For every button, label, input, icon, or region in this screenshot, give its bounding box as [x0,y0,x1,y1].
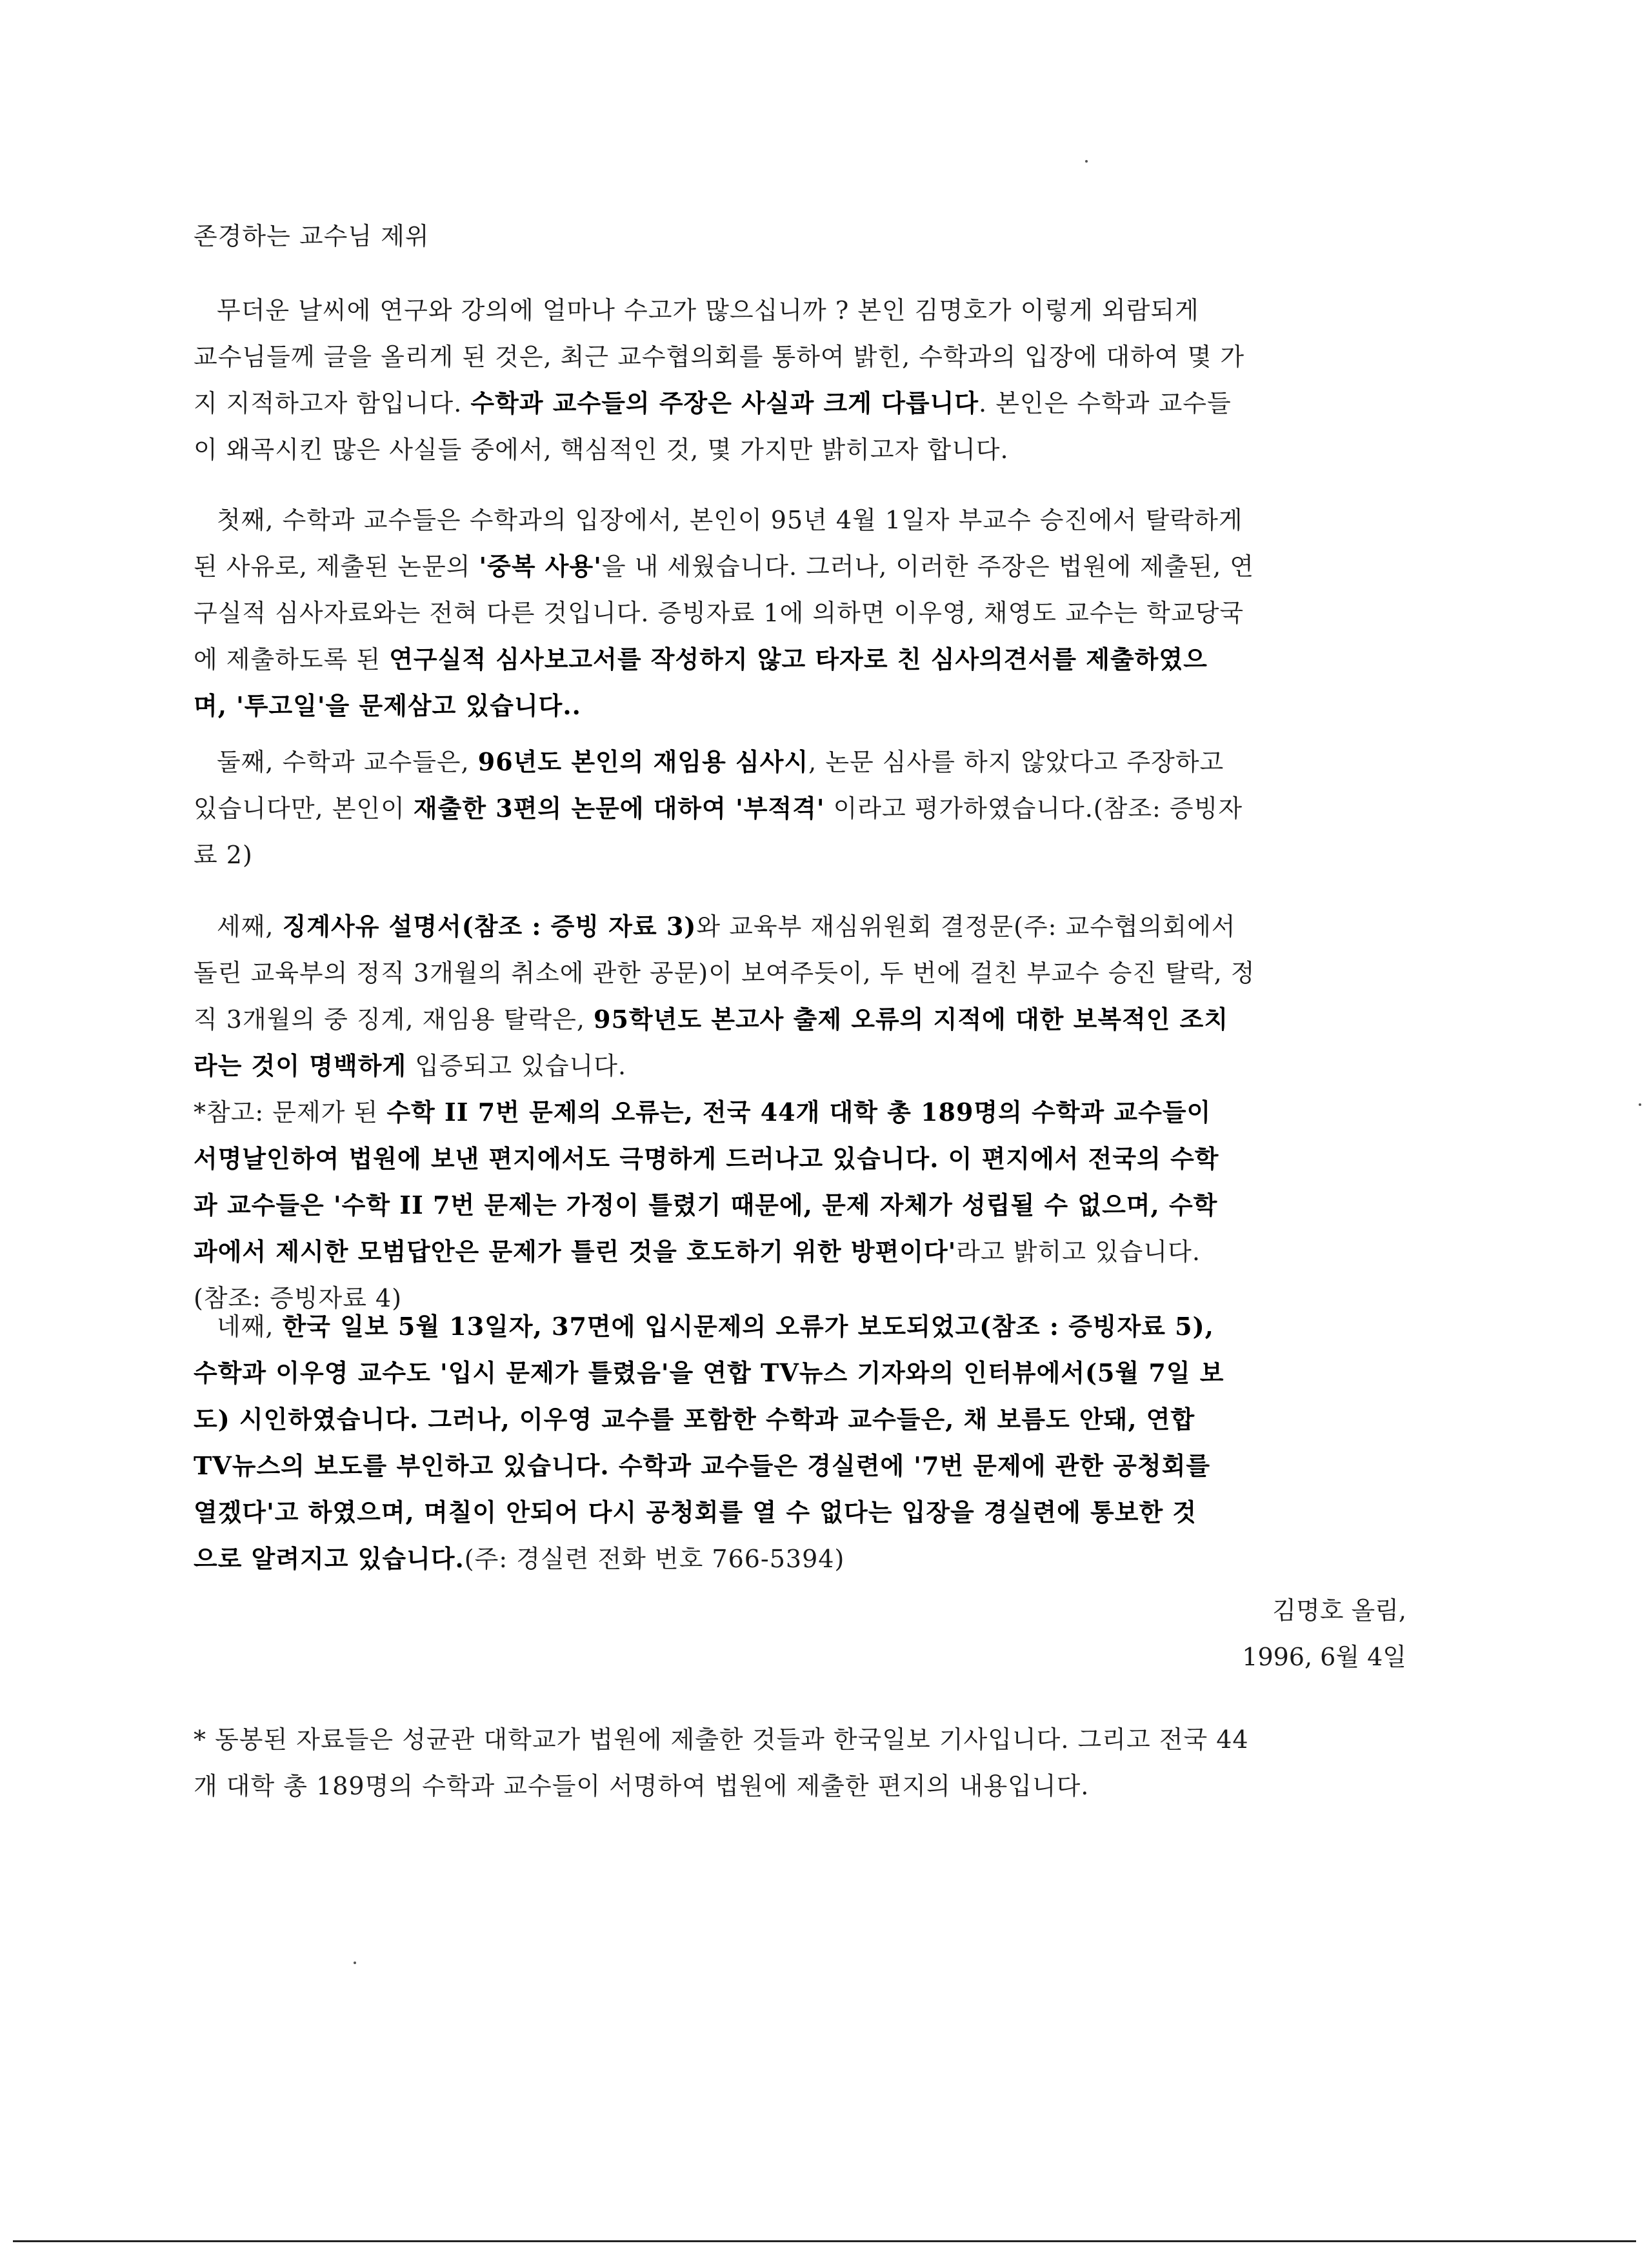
text-run: 둘째, 수학과 교수들은, [217,748,470,776]
bottom-rule [13,2240,1636,2242]
emphasis-text: '중복 사용' [479,552,602,581]
text-line [194,739,1406,785]
emphasis-text: 95학년도 본고사 출제 오류의 지적에 대한 보복적인 조치 [594,1005,1229,1034]
text-line [194,1089,1406,1136]
emphasis-text: 열겠다'고 하였으며, 며칠이 안되어 다시 공청회를 열 수 없다는 입장을 경실련에 통보한 것 [194,1498,1197,1527]
text-line: 첫째, 수학과 교수들은 수학과의 입장에서, 본인이 95년 4월 1일자 부교수 승진에서 탈락하게 [217,506,1243,534]
text-line [194,996,1406,1043]
footnote-line: * 동봉된 자료들은 성균관 대학교가 법원에 제출한 것들과 한국일보 기사입니다. 그리고 전국 44 [194,1725,1249,1754]
text-line: 구실적 심사자료와는 전혀 다른 것입니다. 증빙자료 1에 의하면 이우영, 채영도 교수는 학교당국 [194,599,1244,627]
emphasis-text: 라는 것이 명백하게 [194,1051,407,1080]
emphasis-text: TV뉴스의 보도를 부인하고 있습니다. 수학과 교수들은 경실련에 '7번 문제에 관한 공청회를 [194,1451,1211,1480]
text-line [194,636,1406,683]
text-run: 네째, [217,1312,274,1341]
paragraph-second [194,739,1406,878]
emphasis-text: 수학 II 7번 문제의 오류는, 전국 44개 대학 총 189명의 수학과 교수들이 [386,1098,1212,1127]
text-run: *참고: 문제가 된 [194,1098,379,1127]
signature-name: 김명호 올림, [1272,1596,1406,1625]
text-line: 료 2) [194,841,253,869]
footnote [194,1716,1406,1809]
text-line [194,1396,1406,1443]
text-run: 직 3개월의 중 징계, 재임용 탈락은, [194,1005,585,1034]
text-line [194,1489,1406,1536]
paragraph-intro [194,287,1406,473]
emphasis-text: 으로 알려지고 있습니다. [194,1544,465,1573]
text-run: 라고 밝히고 있습니다. [956,1238,1201,1266]
text-run: 지 지적하고자 함입니다. [194,389,463,417]
text-line [194,1182,1406,1229]
scan-speck [1639,1103,1641,1106]
emphasis-text: 과에서 제시한 모범답안은 문제가 틀린 것을 호도하기 위한 방편이다' [194,1237,957,1266]
text-line [194,1229,1406,1275]
text-run: 된 사유로, 제출된 논문의 [194,552,471,581]
emphasis-text: 수학과 교수들의 주장은 사실과 크게 다릅니다 [470,388,979,417]
text-line [194,380,1406,427]
text-line: 무더운 날씨에 연구와 강의에 얼마나 수고가 많으십니까 ? 본인 김명호가 이렇게 외람되게 [217,296,1199,325]
text-line: 돌린 교육부의 정직 3개월의 취소에 관한 공문)이 보여주듯이, 두 번에 걸친 부교수 승진 탈락, 정 [194,959,1255,987]
text-run: , 논문 심사를 하지 않았다고 주장하고 [808,748,1224,776]
text-run: 세째, [217,912,274,941]
text-run: 와 교육부 재심위원회 결정문(주: 교수협의회에서 [696,912,1236,941]
text-line [194,1443,1406,1489]
emphasis-text: 96년도 본인의 재임용 심사시 [477,747,809,776]
footnote-line: 개 대학 총 189명의 수학과 교수들이 서명하여 법원에 제출한 편지의 내용입니다. [194,1772,1090,1800]
text-run: 입증되고 있습니다. [415,1052,627,1080]
text-line [194,683,1406,729]
text-line [194,1043,1406,1089]
signature-block [1242,1587,1406,1680]
scan-speck [1085,160,1088,163]
emphasis-text: 수학과 이우영 교수도 '입시 문제가 틀렸음'을 연합 TV뉴스 기자와의 인터뷰에서(5월 7일 보 [194,1358,1224,1387]
text-line [194,1136,1406,1182]
signature-date: 1996, 6월 4일 [1242,1643,1406,1671]
text-line [194,1350,1406,1396]
text-run: 이라고 평가하였습니다.(참조: 증빙자 [833,794,1243,823]
text-line: 교수님들께 글을 올리게 된 것은, 최근 교수협의회를 통하여 밝힌, 수학과의 입장에 대하여 몇 가 [194,343,1245,371]
paragraph-first [194,497,1406,729]
emphasis-text: 징계사유 설명서(참조 : 증빙 자료 3) [282,912,697,941]
text-line [194,543,1406,590]
text-run: (주: 경실련 전화 번호 766-5394) [464,1545,845,1573]
text-run: . 본인은 수학과 교수들 [979,389,1232,417]
paragraph-fourth [194,1303,1406,1582]
emphasis-text: 연구실적 심사보고서를 작성하지 않고 타자로 친 심사의견서를 제출하였으 [389,645,1208,674]
text-line [194,1536,1406,1582]
emphasis-text: 며, '투고일'을 문제삼고 있습니다.. [194,691,581,720]
greeting [194,213,1406,259]
emphasis-text: 도) 시인하였습니다. 그러나, 이우영 교수를 포함한 수학과 교수들은, 채 보름도 안돼, 연합 [194,1405,1195,1434]
text-run: 을 내 세웠습니다. 그러나, 이러한 주장은 법원에 제출된, 연 [601,552,1255,581]
emphasis-text: 서명날인하여 법원에 보낸 편지에서도 극명하게 드러나고 있습니다. 이 편지에서 전국의 수학 [194,1144,1219,1173]
text-line [194,785,1406,832]
paragraph-third [194,903,1406,1321]
text-line: 이 왜곡시킨 많은 사실들 중에서, 핵심적인 것, 몇 가지만 밝히고자 합니다. [194,436,1009,464]
text-line [194,903,1406,950]
text-line [194,1303,1406,1350]
emphasis-text: 한국 일보 5월 13일자, 37면에 입시문제의 오류가 보도되었고(참조 : 증빙자료 5), [282,1312,1214,1341]
greeting-text: 존경하는 교수님 제위 [194,222,430,250]
emphasis-text: 재출한 3편의 논문에 대하여 '부적격' [413,794,825,823]
emphasis-text: 과 교수들은 '수학 II 7번 문제는 가정이 틀렸기 때문에, 문제 자체가 성립될 수 없으며, 수학 [194,1190,1218,1219]
scan-speck [354,1962,356,1964]
text-line: (참조: 증빙자료 4) [194,1284,403,1312]
text-run: 있습니다만, 본인이 [194,794,405,823]
text-run: 에 제출하도록 된 [194,645,381,674]
